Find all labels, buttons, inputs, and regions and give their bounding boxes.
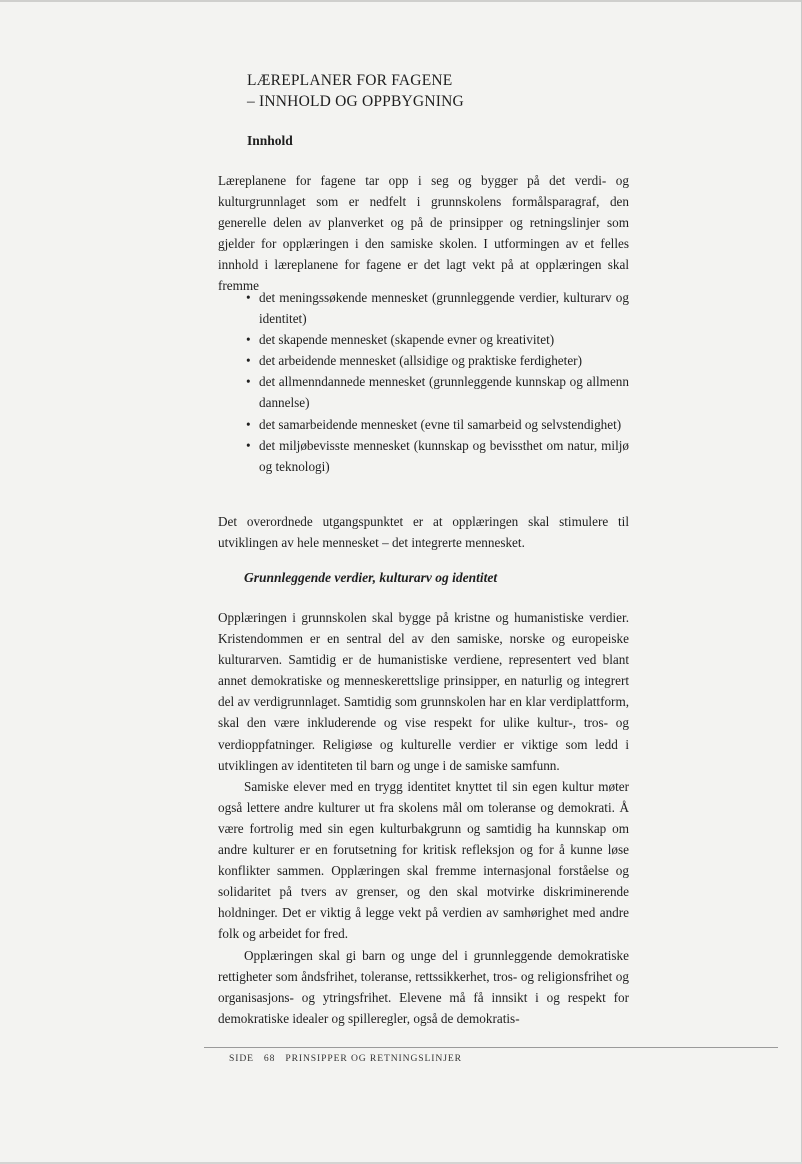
footer-side-label: SIDE bbox=[229, 1053, 254, 1064]
footer-divider bbox=[204, 1047, 778, 1048]
outro-block bbox=[218, 511, 629, 553]
footer-page-number: 68 bbox=[263, 1053, 276, 1064]
page-edge-top bbox=[0, 0, 802, 2]
page-title-line-1: LÆREPLANER FOR FAGENE bbox=[247, 72, 453, 89]
paragraph: Samiske elever med en trygg identitet knyttet til sin egen kultur møter også lettere andre kulturer ut fra skolens mål om toleranse og demokrati. Å være fortrolig med sin egen kulturbakgrunn og samtidig ha kunnskap om andre kulturer er en forutsetning for kritisk refleksjon og for å kunne løse konflikter sammen. Opplæringen skal fremme internasjonal forståelse og solidaritet på tvers av grenser, og den skal motvirke diskriminerende holdninger. Det er viktig å legge vekt på verdien av samhørighet med andre folk og arbeidet for fred. bbox=[218, 778, 629, 942]
list-item-text: det skapende mennesket (skapende evner og kreativitet) bbox=[259, 332, 555, 348]
list-item bbox=[246, 435, 629, 477]
page-title-line-2: – INNHOLD OG OPPBYGNING bbox=[247, 93, 464, 110]
list-item-text: det arbeidende mennesket (allsidige og praktiske ferdigheter) bbox=[259, 353, 582, 369]
outro-paragraph: Det overordnede utgangspunktet er at opplæringen skal stimulere til utviklingen av hele mennesket – det integrerte mennesket. bbox=[218, 514, 629, 551]
bullet-icon: • bbox=[246, 416, 251, 432]
list-item bbox=[246, 287, 629, 329]
list-item-text: det allmenndannede mennesket (grunnleggende kunnskap og allmenn dannelse) bbox=[259, 374, 629, 411]
section-heading: Innhold bbox=[247, 133, 293, 148]
paragraph: Opplæringen skal gi barn og unge del i grunnleggende demokratiske rettigheter som åndsfrihet, toleranse, rettssikkerhet, tros- og religionsfrihet og organisasjons- og ytringsfrihet. Elevene må få innsikt i og respekt for demokratiske idealer og spilleregler, også de demokratis- bbox=[218, 947, 629, 1026]
list-item-text: det samarbeidende mennesket (evne til samarbeid og selvstendighet) bbox=[259, 416, 622, 432]
bullet-icon: • bbox=[246, 374, 251, 390]
intro-paragraph: Læreplanene for fagene tar opp i seg og bygger på det verdi- og kulturgrunnlaget som er nedfelt i grunnskolens formålsparagraf, den generelle delen av planverket og på de prinsipper og retningslinjer som gjelder for opplæringen i den samiske skolen. I utformingen av et felles innhold i læreplanene for fagene er det lagt vekt på at opplæringen skal fremme bbox=[218, 173, 629, 294]
page-title bbox=[247, 70, 647, 112]
bullet-list bbox=[246, 287, 629, 477]
list-item bbox=[246, 414, 629, 435]
list-item bbox=[246, 350, 629, 371]
paragraph: Opplæringen i grunnskolen skal bygge på kristne og humanistiske verdier. Kristendommen er en sentral del av den samiske, norske og europeiske kulturarven. Samtidig er de humanistiske verdiene, representert ved blant annet demokratiske og menneskerettslige prinsipper, en naturlig og integrert del av verdigrunnlaget. Samtidig som grunnskolen har en klar verdiplattform, skal den være inkluderende og vise respekt for ulike kultur-, tros- og verdioppfatninger. Religiøse og kulturelle verdier er viktige som ledd i utviklingen av identiteten til barn og unge i de samiske samfunn. bbox=[218, 610, 629, 773]
list-item bbox=[246, 371, 629, 413]
page-footer bbox=[229, 1053, 472, 1064]
intro-block bbox=[218, 170, 629, 297]
main-text bbox=[218, 607, 629, 1029]
list-item-text: det meningssøkende mennesket (grunnleggende verdier, kulturarv og identitet) bbox=[259, 290, 629, 327]
bullet-icon: • bbox=[246, 290, 251, 305]
bullet-icon: • bbox=[246, 437, 251, 453]
subheading: Grunnleggende verdier, kulturarv og identitet bbox=[244, 570, 498, 585]
bullet-icon: • bbox=[246, 332, 251, 348]
list-item bbox=[246, 329, 629, 350]
list-item-text: det miljøbevisste mennesket (kunnskap og bevissthet om natur, miljø og teknologi) bbox=[259, 437, 629, 474]
footer-section-name: PRINSIPPER OG RETNINGSLINJER bbox=[285, 1053, 462, 1064]
bullet-icon: • bbox=[246, 353, 251, 369]
